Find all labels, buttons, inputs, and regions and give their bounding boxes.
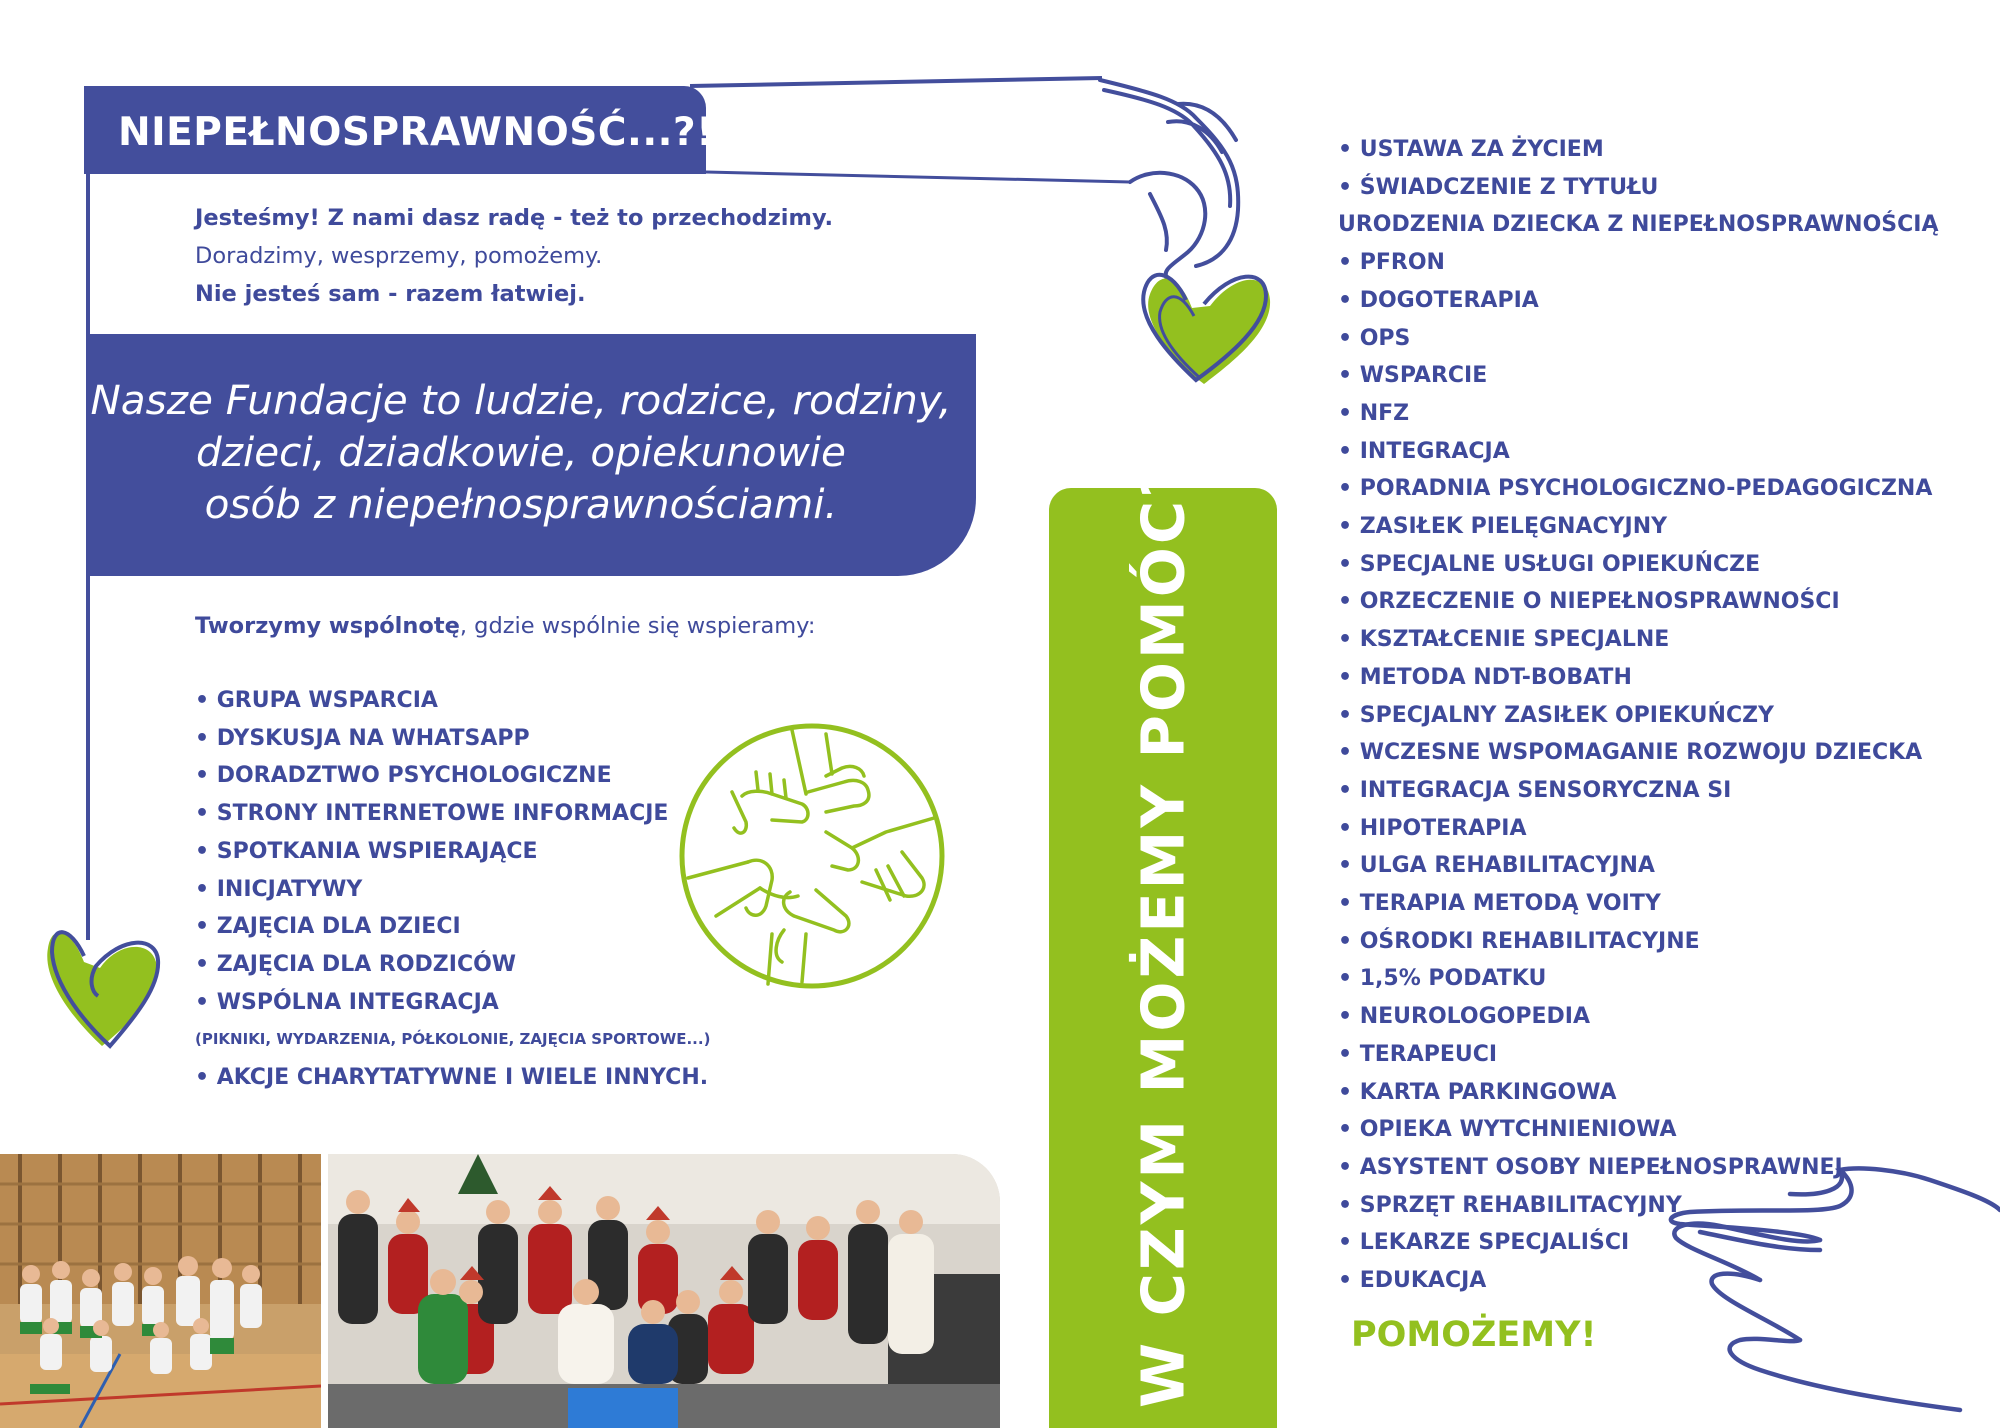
closing-text: POMOŻEMY! (1351, 1315, 1597, 1355)
community-item: • ZAJĘCIA DLA RODZICÓW (195, 951, 517, 977)
help-list (1338, 131, 1939, 1300)
help-item: • OŚRODKI REHABILITACYJNE (1338, 928, 1700, 954)
heart-icon-left (47, 932, 158, 1046)
help-item: • SPECJALNY ZASIŁEK OPIEKUŃCZY (1338, 702, 1774, 728)
help-item: • SPRZĘT REHABILITACYJNY (1338, 1192, 1682, 1218)
mission-line-3: osób z niepełnosprawnościami. (204, 480, 838, 528)
help-item: • KSZTAŁCENIE SPECJALNE (1338, 627, 1670, 653)
community-item: • DORADZTWO PSYCHOLOGICZNE (195, 763, 612, 789)
community-item-last: • AKCJE CHARYTATYWNE I WIELE INNYCH. (195, 1065, 709, 1091)
help-item: • DOGOTERAPIA (1338, 287, 1539, 313)
page-title: NIEPEŁNOSPRAWNOŚĆ...?! (118, 110, 715, 155)
help-item: • WSPARCIE (1338, 363, 1488, 389)
help-item: • INTEGRACJA SENSORYCZNA SI (1338, 777, 1732, 803)
help-item: • 1,5% PODATKU (1338, 966, 1547, 992)
community-item: • ZAJĘCIA DLA DZIECI (195, 914, 461, 940)
community-item: • WSPÓLNA INTEGRACJA (195, 989, 499, 1015)
mission-text (88, 374, 954, 530)
help-item: • LEKARZE SPECJALIŚCI (1338, 1230, 1630, 1256)
help-item: • INTEGRACJA (1338, 438, 1510, 464)
help-item: • NEUROLOGOPEDIA (1338, 1004, 1590, 1030)
help-item: • PORADNIA PSYCHOLOGICZNO-PEDAGOGICZNA (1338, 476, 1933, 502)
mission-line-2: dzieci, dziadkowie, opiekunowie (196, 428, 846, 476)
help-item: • WCZESNE WSPOMAGANIE ROZWOJU DZIECKA (1338, 740, 1923, 766)
help-item: • TERAPIA METODĄ VOITY (1338, 891, 1661, 917)
linked-hands-icon (676, 720, 948, 992)
community-intro-bold: Tworzymy wspólnotę (195, 613, 460, 639)
help-item: • ORZECZENIE O NIEPEŁNOSPRAWNOŚCI (1338, 589, 1840, 615)
help-item: • ZASIŁEK PIELĘGNACYJNY (1338, 514, 1668, 540)
help-item: • TERAPEUCI (1338, 1041, 1498, 1067)
help-item: • EDUKACJA (1338, 1268, 1487, 1294)
help-item: • ULGA REHABILITACYJNA (1338, 853, 1655, 879)
community-item: • SPOTKANIA WSPIERAJĄCE (195, 838, 538, 864)
help-item: • HIPOTERAPIA (1338, 815, 1527, 841)
help-item: • ŚWIADCZENIE Z TYTUŁU (1338, 174, 1659, 200)
community-item: • DYSKUSJA NA WHATSAPP (195, 725, 530, 751)
community-list (195, 682, 710, 1097)
photo-gym-group (0, 1154, 321, 1428)
help-item: • OPS (1338, 325, 1411, 351)
intro-line-3: Nie jesteś sam - razem łatwiej. (195, 281, 586, 307)
community-item: • STRONY INTERNETOWE INFORMACJE (195, 801, 669, 827)
help-item: • PFRON (1338, 250, 1445, 276)
photo-party-group (328, 1154, 1000, 1428)
community-intro-rest: , gdzie wspólnie się wspieramy: (459, 613, 816, 639)
help-item: URODZENIA DZIECKA Z NIEPEŁNOSPRAWNOŚCIĄ (1338, 212, 1939, 238)
intro-line-1: Jesteśmy! Z nami dasz radę - też to przechodzimy. (195, 205, 834, 231)
intro-line-2: Doradzimy, wesprzemy, pomożemy. (195, 243, 603, 269)
community-item: • GRUPA WSPARCIA (195, 688, 438, 713)
help-item: • OPIEKA WYTCHNIENIOWA (1338, 1117, 1677, 1143)
hand-top-icon (1100, 80, 1238, 280)
banner-heading: W CZYM MOŻEMY POMÓC? (1128, 460, 1198, 1408)
help-item: • KARTA PARKINGOWA (1338, 1079, 1617, 1105)
help-item: • METODA NDT-BOBATH (1338, 664, 1632, 690)
community-note: (PIKNIKI, WYDARZENIA, PÓŁKOLONIE, ZAJĘCIA SPORTOWE...) (195, 1030, 711, 1049)
community-item: • INICJATYWY (195, 876, 363, 902)
help-item: • USTAWA ZA ŻYCIEM (1338, 137, 1604, 162)
intro-text (195, 199, 833, 313)
mission-line-1: Nasze Fundacje to ludzie, rodzice, rodziny, (90, 376, 952, 424)
help-item: • ASYSTENT OSOBY NIEPEŁNOSPRAWNEJ (1338, 1154, 1843, 1180)
help-item: • NFZ (1338, 400, 1410, 426)
community-intro (195, 613, 815, 639)
help-item: • SPECJALNE USŁUGI OPIEKUŃCZE (1338, 551, 1761, 577)
heart-icon-top (1143, 275, 1270, 384)
